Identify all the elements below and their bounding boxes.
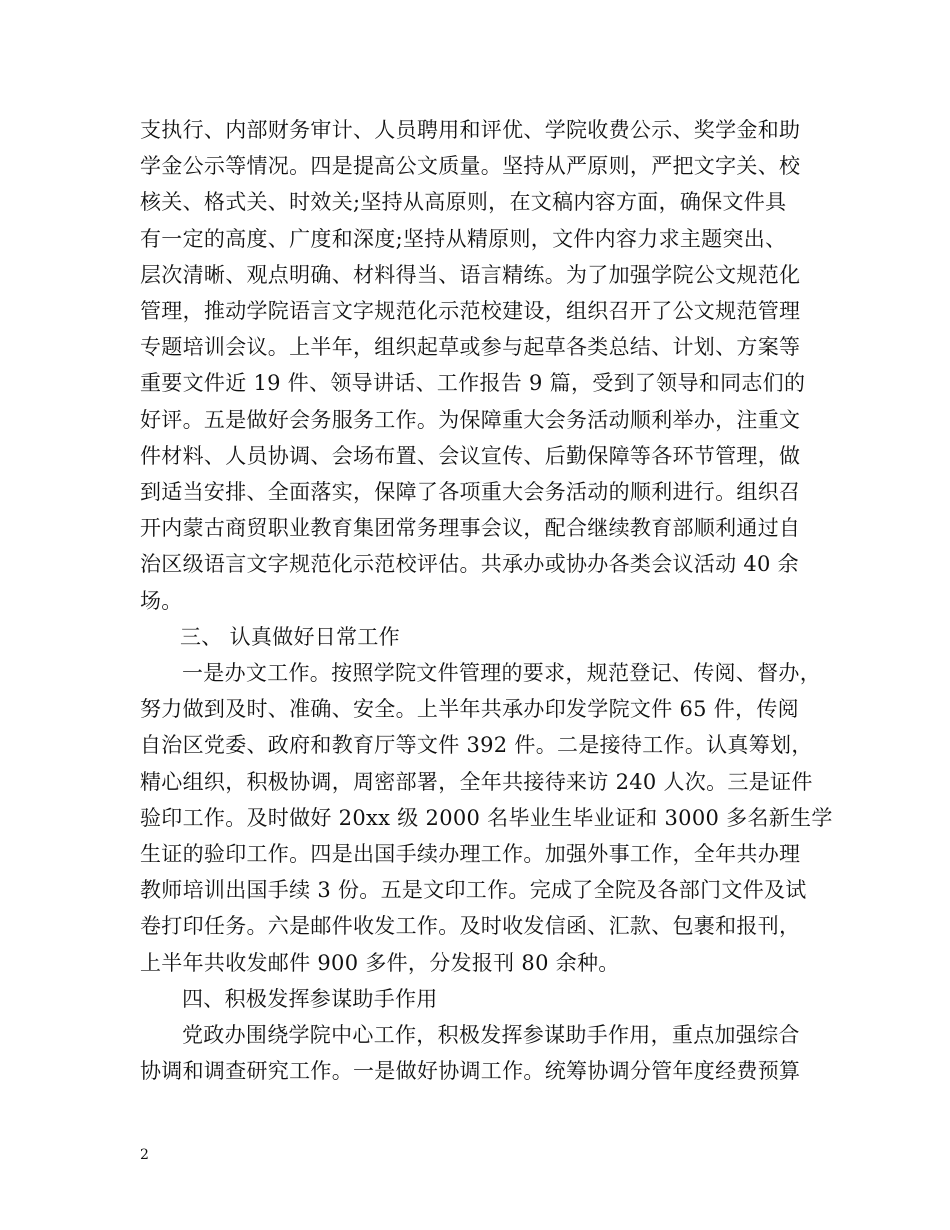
text-line: 支执行、内部财务审计、人员聘用和评优、学院收费公示、奖学金和助: [140, 118, 801, 142]
text-line: 好评。五是做好会务服务工作。为保障重大会务活动顺利举办，注重文: [140, 407, 801, 432]
text-line: 层次清晰、观点明确、材料得当、语言精练。为了加强学院公文规范化: [140, 262, 801, 287]
body-text: [140, 112, 833, 1089]
text-line: 卷打印任务。六是邮件收发工作。及时收发信函、汇款、包裹和报刊，: [140, 914, 801, 939]
section-heading: 四、积极发挥参谋助手作用: [182, 986, 438, 1011]
text-line: 努力做到及时、准确、安全。上半年共承办印发学院文件 65 件，传阅: [140, 697, 799, 722]
text-line: 协调和调查研究工作。一是做好协调工作。统筹协调分管年度经费预算: [140, 1059, 801, 1084]
text-line: 自治区党委、政府和教育厅等文件 392 件。二是接待工作。认真筹划，: [140, 733, 813, 758]
text-line: 有一定的高度、广度和深度;坚持从精原则，文件内容力求主题突出、: [140, 226, 787, 251]
text-line: 开内蒙古商贸职业教育集团常务理事会议，配合继续教育部顺利通过自: [140, 516, 801, 541]
text-line: 件材料、人员协调、会场布置、会议宣传、后勤保障等各环节管理，做: [140, 443, 801, 468]
text-line: 重要文件近 19 件、领导讲话、工作报告 9 篇，受到了领导和同志们的: [140, 371, 806, 396]
text-line: 专题培训会议。上半年，组织起草或参与起草各类总结、计划、方案等: [140, 335, 801, 360]
paragraph-first-line: 一是办文工作。按照学院文件管理的要求，规范登记、传阅、督办，: [182, 661, 821, 686]
text-line: 生证的验印工作。四是出国手续办理工作。加强外事工作，全年共办理: [140, 842, 801, 867]
text-line: 场。: [140, 588, 183, 613]
text-line: 学金公示等情况。四是提高公文质量。坚持从严原则，严把文字关、校: [140, 154, 801, 179]
text-line: 到适当安排、全面落实，保障了各项重大会务活动的顺利进行。组织召: [140, 480, 801, 505]
text-line: 验印工作。及时做好 20xx 级 2000 名毕业生毕业证和 3000 多名新生学: [140, 805, 833, 830]
text-line: 核关、格式关、时效关;坚持从高原则，在文稿内容方面，确保文件具: [140, 190, 787, 215]
page-number: 2: [140, 1147, 149, 1163]
text-line: 精心组织，积极协调，周密部署，全年共接待来访 240 人次。三是证件: [140, 769, 813, 794]
text-line: 治区级语言文字规范化示范校评估。共承办或协办各类会议活动 40 余: [140, 552, 799, 577]
section-heading: 三、 认真做好日常工作: [180, 624, 400, 649]
text-line: 教师培训出国手续 3 份。五是文印工作。完成了全院及各部门文件及试: [140, 878, 807, 903]
paragraph-first-line: 党政办围绕学院中心工作，积极发挥参谋助手作用，重点加强综合: [182, 1023, 800, 1048]
text-line: 上半年共收发邮件 900 多件，分发报刊 80 余种。: [140, 950, 620, 975]
text-line: 管理，推动学院语言文字规范化示范校建设，组织召开了公文规范管理: [140, 299, 801, 324]
